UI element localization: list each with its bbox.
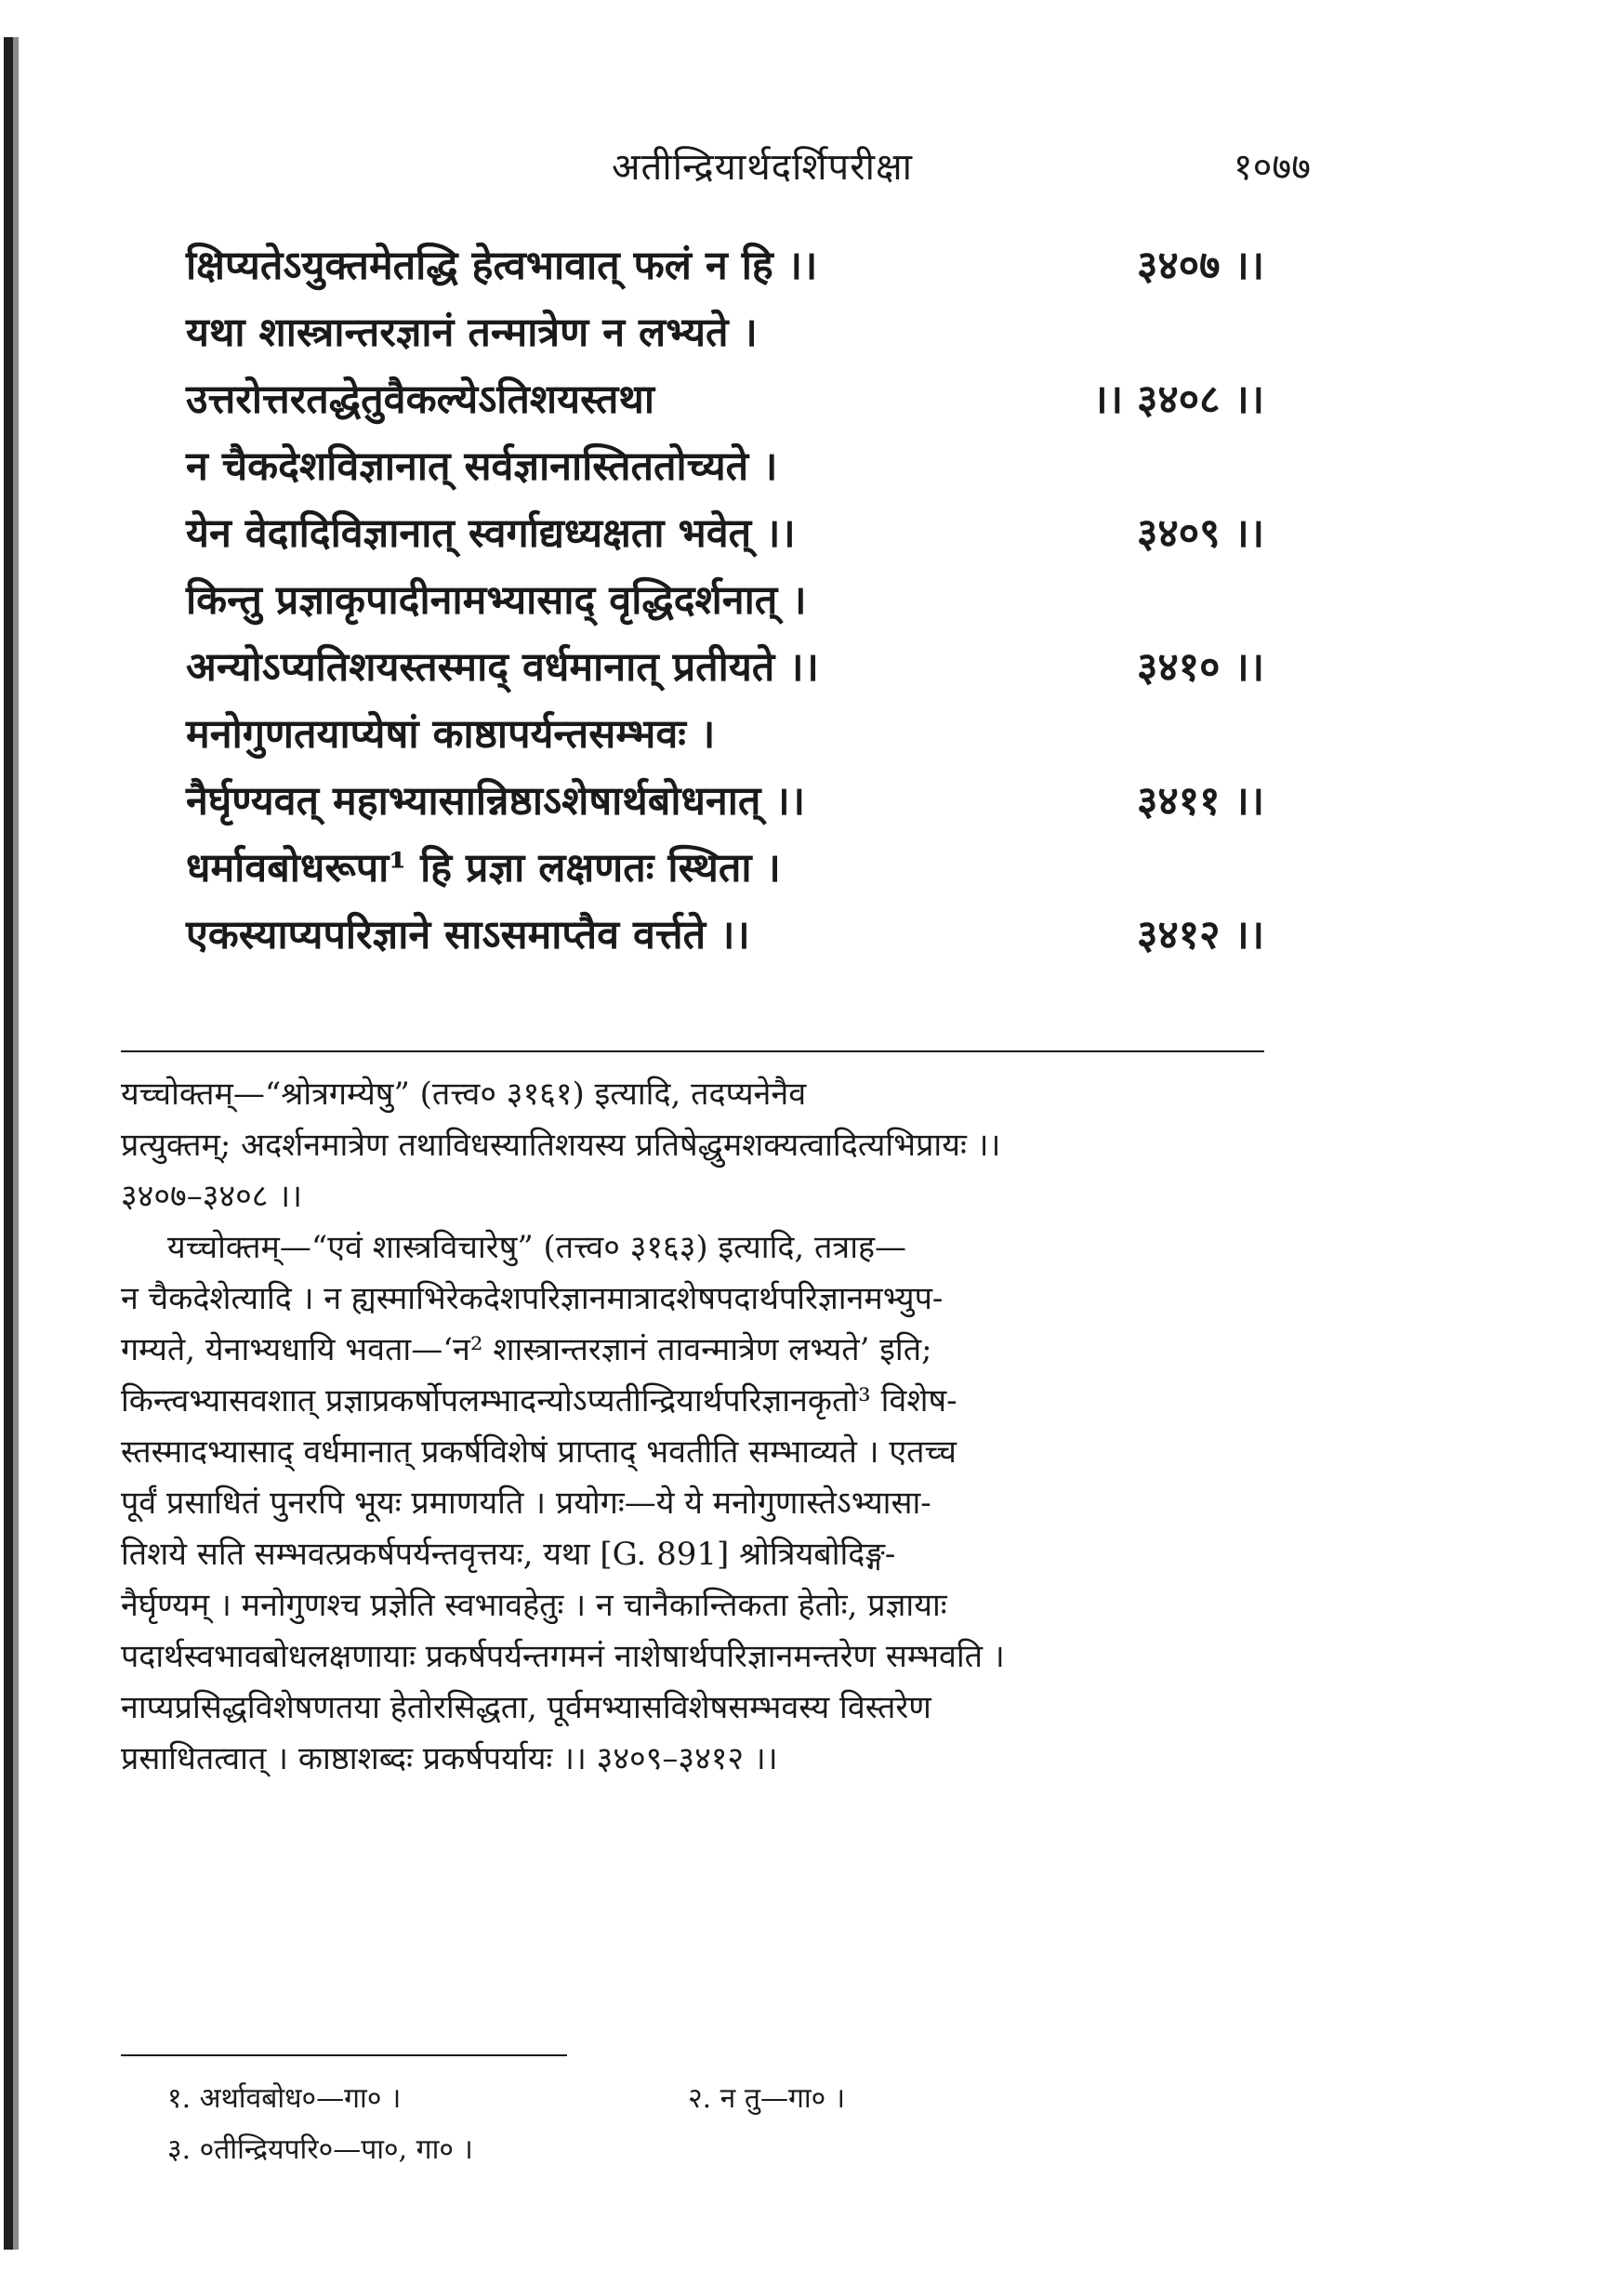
commentary-line: यच्चोक्तम्—“एवं शास्त्रविचारेषु” (तत्त्व० ३१६३) इत्यादि, तत्राह— <box>167 1229 907 1266</box>
footnote-row <box>167 2124 1190 2175</box>
verse-number: ३४०९ ।। <box>1136 510 1264 557</box>
footnote-divider <box>121 2054 567 2056</box>
commentary-line: यच्चोक्तम्—“श्रोत्रगम्येषु” (तत्त्व० ३१६१) इत्यादि, तदप्यनेनैव <box>121 1076 807 1113</box>
verse-block <box>186 232 1264 969</box>
commentary-line: प्रसाधितत्वात् । काष्ठाशब्दः प्रकर्षपर्यायः ।। ३४०९–३४१२ ।। <box>121 1740 778 1777</box>
commentary-line: नाप्यप्रसिद्धविशेषणतया हेतोरसिद्धता, पूर्वमभ्यासविशेषसम्भवस्य विस्तरेण <box>121 1689 931 1726</box>
footnote-1: १. अर्थावबोध०—गा० । <box>167 2082 402 2115</box>
commentary-line: पदार्थस्वभावबोधलक्षणायाः प्रकर्षपर्यन्तगमनं नाशेषार्थपरिज्ञानमन्तरेण सम्भवति । <box>121 1638 1005 1675</box>
verse-line <box>186 567 1264 634</box>
verse-line <box>186 500 1264 567</box>
verse-line <box>186 701 1264 768</box>
footnotes <box>167 2073 1190 2175</box>
commentary-line: स्तस्मादभ्यासाद् वर्धमानात् प्रकर्षविशेषं प्राप्ताद् भवतीति सम्भाव्यते । एतच्च <box>121 1433 957 1471</box>
footnote-3: ३. ०तीन्द्रियपरि०—पा०, गा० । <box>167 2133 473 2166</box>
verse-text: उत्तरोत्तरतद्धेतुवैकल्येऽतिशयस्तथा <box>186 376 654 423</box>
commentary-line: गम्यते, येनाभ्यधायि भवता—‘न² शास्त्रान्तरज्ञानं तावन्मात्रेण लभ्यते’ इति; <box>121 1331 932 1368</box>
verse-line <box>186 232 1264 299</box>
verse-text: येन वेदादिविज्ञानात् स्वर्गाद्यध्यक्षता भवेत् ।। <box>186 510 796 557</box>
verse-line <box>186 835 1264 902</box>
verse-text: एकस्याप्यपरिज्ञाने साऽसमाप्तैव वर्त्तते ।। <box>186 912 750 958</box>
commentary-block <box>121 1069 1264 1785</box>
commentary-line: प्रत्युक्तम्; अदर्शनमात्रेण तथाविधस्यातिशयस्य प्रतिषेद्धुमशक्यत्वादित्यभिप्रायः ।। <box>121 1127 1001 1164</box>
verse-line <box>186 433 1264 500</box>
verse-line <box>186 634 1264 701</box>
verse-number: ३४१२ ।। <box>1136 912 1264 958</box>
footnote-2: २. न तु—गा० । <box>688 2082 846 2115</box>
verse-text: मनोगुणतयाप्येषां काष्ठापर्यन्तसम्भवः । <box>186 711 716 758</box>
verse-text: नैर्घृण्यवत् महाभ्यासान्निष्ठाऽशेषार्थबोधनात् ।। <box>186 778 805 825</box>
commentary-line: न चैकदेशेत्यादि । न ह्यस्माभिरेकदेशपरिज्ञानमात्रादशेषपदार्थपरिज्ञानमभ्युप- <box>121 1280 944 1317</box>
verse-text: अन्योऽप्यतिशयस्तस्माद् वर्धमानात् प्रतीयते ।। <box>186 644 819 691</box>
verse-line <box>186 902 1264 969</box>
running-head: अतीन्द्रियार्थदर्शिपरीक्षा <box>611 146 914 189</box>
commentary-line: नैर्घृण्यम् । मनोगुणश्च प्रज्ञेति स्वभावहेतुः । न चानैकान्तिकता हेतोः, प्रज्ञायाः <box>121 1587 947 1624</box>
commentary-line: ३४०७–३४०८ ।। <box>121 1178 303 1215</box>
verse-number: ३४०७ ।। <box>1136 243 1264 289</box>
commentary-line: किन्त्वभ्यासवशात् प्रज्ञाप्रकर्षोपलम्भादन्योऽप्यतीन्द्रियार्थपरिज्ञानकृतो³ विशेष- <box>121 1382 957 1419</box>
binding-edge <box>4 37 13 2250</box>
verse-line <box>186 299 1264 366</box>
verse-number: ३४११ ।। <box>1136 778 1264 825</box>
verse-commentary-divider <box>121 1050 1264 1052</box>
verse-text: न चैकदेशविज्ञानात् सर्वज्ञानास्तिततोच्यते । <box>186 443 778 490</box>
verse-number: ।। ३४०८ ।। <box>1092 376 1264 423</box>
verse-text: क्षिप्यतेऽयुक्तमेतद्धि हेत्वभावात् फलं न हि ।। <box>186 243 818 289</box>
commentary-line: तिशये सति सम्भवत्प्रकर्षपर्यन्तवृत्तयः, यथा [G. 891] श्रोत्रियबोदिङ्ग- <box>121 1536 896 1573</box>
page-number: १०७७ <box>1233 146 1311 189</box>
verse-line <box>186 366 1264 433</box>
verse-text: धर्मावबोधरूपा¹ हि प्रज्ञा लक्षणतः स्थिता । <box>186 845 781 891</box>
verse-text: किन्तु प्रज्ञाकृपादीनामभ्यासाद् वृद्धिदर्शनात् । <box>186 577 807 624</box>
commentary-line: पूर्वं प्रसाधितं पुनरपि भूयः प्रमाणयति । प्रयोगः—ये ये मनोगुणास्तेऽभ्यासा- <box>121 1485 931 1522</box>
verse-number: ३४१० ।। <box>1136 644 1264 691</box>
verse-line <box>186 768 1264 835</box>
footnote-row <box>167 2073 1190 2124</box>
verse-text: यथा शास्त्रान्तरज्ञानं तन्मात्रेण न लभ्यते । <box>186 310 758 356</box>
binding-shadow <box>13 37 19 2250</box>
